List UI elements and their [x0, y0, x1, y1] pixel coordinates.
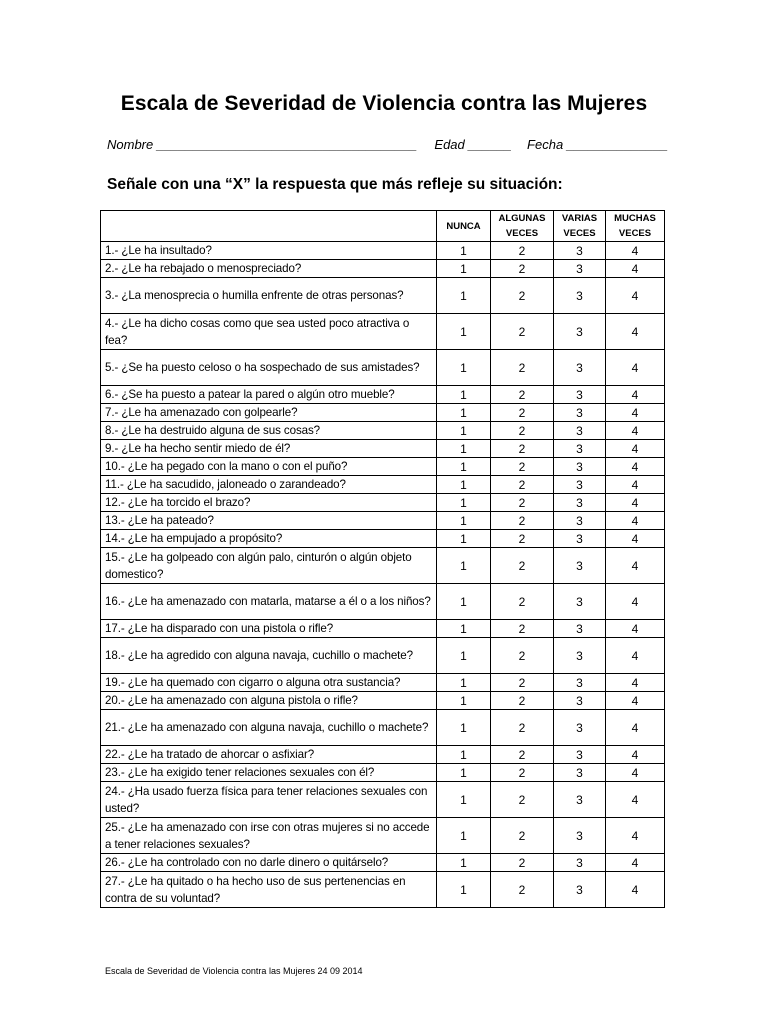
question-text: 27.- ¿Le ha quitado o ha hecho uso de sus pertenencias en contra de su voluntad?: [101, 872, 437, 908]
table-row: [101, 674, 665, 692]
column-header-varias-veces: VARIAS VECES: [554, 211, 606, 242]
fecha-label: Fecha: [527, 137, 564, 152]
question-text: 11.- ¿Le ha sacudido, jaloneado o zarandeado?: [101, 476, 437, 494]
table-row: [101, 638, 665, 674]
answer-cell-option-1[interactable]: 1: [437, 278, 491, 314]
question-text: 10.- ¿Le ha pegado con la mano o con el puño?: [101, 458, 437, 476]
answer-cell-option-4[interactable]: 4: [606, 242, 665, 260]
answer-cell-option-4[interactable]: 4: [606, 818, 665, 854]
answer-cell-option-3[interactable]: 3: [554, 350, 606, 386]
nombre-label: Nombre: [107, 137, 154, 152]
question-rows: [101, 242, 665, 908]
answer-cell-option-3[interactable]: 3: [554, 386, 606, 404]
answer-cell-option-1[interactable]: 1: [437, 440, 491, 458]
nombre-field[interactable]: ____________________________________: [156, 137, 418, 152]
table-row: [101, 422, 665, 440]
answer-cell-option-3[interactable]: 3: [554, 710, 606, 746]
answer-cell-option-1[interactable]: 1: [437, 872, 491, 908]
answer-cell-option-2[interactable]: 2: [491, 710, 554, 746]
question-text: 1.- ¿Le ha insultado?: [101, 242, 437, 260]
answer-cell-option-1[interactable]: 1: [437, 746, 491, 764]
table-row: [101, 404, 665, 422]
question-text: 19.- ¿Le ha quemado con cigarro o alguna otra sustancia?: [101, 674, 437, 692]
answer-cell-option-4[interactable]: 4: [606, 638, 665, 674]
page-footer: Escala de Severidad de Violencia contra las Mujeres 24 09 2014: [105, 966, 363, 976]
answer-cell-option-4[interactable]: 4: [606, 872, 665, 908]
answer-cell-option-4[interactable]: 4: [606, 260, 665, 278]
question-text: 12.- ¿Le ha torcido el brazo?: [101, 494, 437, 512]
question-text: 3.- ¿La menosprecia o humilla enfrente de otras personas?: [101, 278, 437, 314]
document-title: Escala de Severidad de Violencia contra las Mujeres: [120, 92, 648, 115]
answer-cell-option-2[interactable]: 2: [491, 764, 554, 782]
answer-cell-option-2[interactable]: 2: [491, 440, 554, 458]
answer-cell-option-3[interactable]: 3: [554, 782, 606, 818]
answer-cell-option-1[interactable]: 1: [437, 386, 491, 404]
question-text: 5.- ¿Se ha puesto celoso o ha sospechado de sus amistades?: [101, 350, 437, 386]
answer-cell-option-1[interactable]: 1: [437, 764, 491, 782]
edad-label: Edad: [434, 137, 465, 152]
answer-cell-option-4[interactable]: 4: [606, 548, 665, 584]
question-text: 25.- ¿Le ha amenazado con irse con otras mujeres si no accede a tener relaciones sexuales?: [101, 818, 437, 854]
table-row: [101, 782, 665, 818]
answer-cell-option-4[interactable]: 4: [606, 710, 665, 746]
answer-cell-option-4[interactable]: 4: [606, 350, 665, 386]
table-row: [101, 350, 665, 386]
question-text: 24.- ¿Ha usado fuerza física para tener relaciones sexuales con usted?: [101, 782, 437, 818]
answer-cell-option-1[interactable]: 1: [437, 638, 491, 674]
severity-scale-table: [100, 210, 665, 908]
question-column-header: [101, 211, 437, 242]
answer-cell-option-4[interactable]: 4: [606, 620, 665, 638]
table-row: [101, 512, 665, 530]
answer-cell-option-2[interactable]: 2: [491, 260, 554, 278]
answer-cell-option-4[interactable]: 4: [606, 314, 665, 350]
answer-cell-option-4[interactable]: 4: [606, 854, 665, 872]
answer-cell-option-1[interactable]: 1: [437, 494, 491, 512]
answer-cell-option-2[interactable]: 2: [491, 692, 554, 710]
instruction-text: Señale con una “X” la respuesta que más refleje su situación:: [107, 176, 563, 193]
table-row: [101, 476, 665, 494]
table-row: [101, 440, 665, 458]
answer-cell-option-1[interactable]: 1: [437, 350, 491, 386]
answer-cell-option-4[interactable]: 4: [606, 278, 665, 314]
table-row: [101, 746, 665, 764]
table-header-row: [101, 211, 665, 242]
answer-cell-option-2[interactable]: 2: [491, 584, 554, 620]
table-row: [101, 620, 665, 638]
answer-cell-option-3[interactable]: 3: [554, 872, 606, 908]
answer-cell-option-4[interactable]: 4: [606, 692, 665, 710]
answer-cell-option-2[interactable]: 2: [491, 746, 554, 764]
table-row: [101, 278, 665, 314]
answer-cell-option-3[interactable]: 3: [554, 530, 606, 548]
answer-cell-option-1[interactable]: 1: [437, 854, 491, 872]
answer-cell-option-2[interactable]: 2: [491, 530, 554, 548]
question-text: 21.- ¿Le ha amenazado con alguna navaja, cuchillo o machete?: [101, 710, 437, 746]
answer-cell-option-2[interactable]: 2: [491, 818, 554, 854]
answer-cell-option-3[interactable]: 3: [554, 242, 606, 260]
column-header-algunas-veces: ALGUNAS VECES: [491, 211, 554, 242]
answer-cell-option-1[interactable]: 1: [437, 404, 491, 422]
table-row: [101, 710, 665, 746]
answer-cell-option-3[interactable]: 3: [554, 422, 606, 440]
answer-cell-option-1[interactable]: 1: [437, 674, 491, 692]
question-text: 8.- ¿Le ha destruido alguna de sus cosas?: [101, 422, 437, 440]
question-text: 15.- ¿Le ha golpeado con algún palo, cinturón o algún objeto domestico?: [101, 548, 437, 584]
answer-cell-option-3[interactable]: 3: [554, 512, 606, 530]
answer-cell-option-4[interactable]: 4: [606, 386, 665, 404]
answer-cell-option-1[interactable]: 1: [437, 548, 491, 584]
table-row: [101, 584, 665, 620]
answer-cell-option-2[interactable]: 2: [491, 548, 554, 584]
table-row: [101, 818, 665, 854]
answer-cell-option-1[interactable]: 1: [437, 458, 491, 476]
answer-cell-option-3[interactable]: 3: [554, 404, 606, 422]
answer-cell-option-1[interactable]: 1: [437, 476, 491, 494]
answer-cell-option-3[interactable]: 3: [554, 674, 606, 692]
table-row: [101, 872, 665, 908]
table-row: [101, 458, 665, 476]
table-row: [101, 548, 665, 584]
answer-cell-option-1[interactable]: 1: [437, 512, 491, 530]
question-text: 9.- ¿Le ha hecho sentir miedo de él?: [101, 440, 437, 458]
fecha-field[interactable]: ______________: [566, 137, 669, 152]
answer-cell-option-4[interactable]: 4: [606, 494, 665, 512]
answer-cell-option-1[interactable]: 1: [437, 782, 491, 818]
column-header-muchas-veces: MUCHAS VECES: [606, 211, 665, 242]
answer-cell-option-3[interactable]: 3: [554, 584, 606, 620]
answer-cell-option-2[interactable]: 2: [491, 314, 554, 350]
answer-cell-option-2[interactable]: 2: [491, 386, 554, 404]
answer-cell-option-1[interactable]: 1: [437, 314, 491, 350]
answer-cell-option-3[interactable]: 3: [554, 854, 606, 872]
edad-field[interactable]: ______: [468, 137, 512, 152]
question-text: 26.- ¿Le ha controlado con no darle dinero o quitárselo?: [101, 854, 437, 872]
answer-cell-option-2[interactable]: 2: [491, 674, 554, 692]
question-text: 6.- ¿Se ha puesto a patear la pared o algún otro mueble?: [101, 386, 437, 404]
answer-cell-option-4[interactable]: 4: [606, 530, 665, 548]
answer-cell-option-3[interactable]: 3: [554, 458, 606, 476]
answer-cell-option-3[interactable]: 3: [554, 692, 606, 710]
answer-cell-option-1[interactable]: 1: [437, 692, 491, 710]
answer-cell-option-1[interactable]: 1: [437, 260, 491, 278]
table-row: [101, 260, 665, 278]
question-text: 13.- ¿Le ha pateado?: [101, 512, 437, 530]
answer-cell-option-3[interactable]: 3: [554, 620, 606, 638]
answer-cell-option-3[interactable]: 3: [554, 746, 606, 764]
answer-cell-option-2[interactable]: 2: [491, 278, 554, 314]
answer-cell-option-4[interactable]: 4: [606, 440, 665, 458]
answer-cell-option-4[interactable]: 4: [606, 422, 665, 440]
answer-cell-option-2[interactable]: 2: [491, 242, 554, 260]
answer-cell-option-3[interactable]: 3: [554, 314, 606, 350]
answer-cell-option-1[interactable]: 1: [437, 530, 491, 548]
question-text: 18.- ¿Le ha agredido con alguna navaja, cuchillo o machete?: [101, 638, 437, 674]
answer-cell-option-4[interactable]: 4: [606, 512, 665, 530]
table-row: [101, 530, 665, 548]
answer-cell-option-1[interactable]: 1: [437, 710, 491, 746]
answer-cell-option-2[interactable]: 2: [491, 782, 554, 818]
answer-cell-option-2[interactable]: 2: [491, 494, 554, 512]
question-text: 7.- ¿Le ha amenazado con golpearle?: [101, 404, 437, 422]
answer-cell-option-2[interactable]: 2: [491, 872, 554, 908]
question-text: 22.- ¿Le ha tratado de ahorcar o asfixiar?: [101, 746, 437, 764]
answer-cell-option-2[interactable]: 2: [491, 638, 554, 674]
table-row: [101, 242, 665, 260]
answer-cell-option-2[interactable]: 2: [491, 404, 554, 422]
answer-cell-option-2[interactable]: 2: [491, 620, 554, 638]
answer-cell-option-3[interactable]: 3: [554, 764, 606, 782]
answer-cell-option-3[interactable]: 3: [554, 818, 606, 854]
answer-cell-option-3[interactable]: 3: [554, 494, 606, 512]
answer-cell-option-3[interactable]: 3: [554, 278, 606, 314]
answer-cell-option-3[interactable]: 3: [554, 440, 606, 458]
answer-cell-option-3[interactable]: 3: [554, 638, 606, 674]
answer-cell-option-4[interactable]: 4: [606, 782, 665, 818]
question-text: 2.- ¿Le ha rebajado o menospreciado?: [101, 260, 437, 278]
answer-cell-option-3[interactable]: 3: [554, 548, 606, 584]
answer-cell-option-4[interactable]: 4: [606, 674, 665, 692]
answer-cell-option-3[interactable]: 3: [554, 476, 606, 494]
answer-cell-option-2[interactable]: 2: [491, 458, 554, 476]
column-header-nunca: NUNCA: [437, 211, 491, 242]
answer-cell-option-2[interactable]: 2: [491, 854, 554, 872]
table-row: [101, 386, 665, 404]
question-text: 23.- ¿Le ha exigido tener relaciones sexuales con él?: [101, 764, 437, 782]
respondent-info-line: [107, 137, 668, 152]
answer-cell-option-4[interactable]: 4: [606, 404, 665, 422]
answer-cell-option-2[interactable]: 2: [491, 512, 554, 530]
answer-cell-option-1[interactable]: 1: [437, 422, 491, 440]
answer-cell-option-4[interactable]: 4: [606, 764, 665, 782]
question-text: 4.- ¿Le ha dicho cosas como que sea usted poco atractiva o fea?: [101, 314, 437, 350]
answer-cell-option-4[interactable]: 4: [606, 584, 665, 620]
answer-cell-option-4[interactable]: 4: [606, 476, 665, 494]
table-row: [101, 494, 665, 512]
answer-cell-option-2[interactable]: 2: [491, 476, 554, 494]
table-row: [101, 314, 665, 350]
question-text: 16.- ¿Le ha amenazado con matarla, matarse a él o a los niños?: [101, 584, 437, 620]
answer-cell-option-3[interactable]: 3: [554, 260, 606, 278]
answer-cell-option-1[interactable]: 1: [437, 584, 491, 620]
question-text: 17.- ¿Le ha disparado con una pistola o rifle?: [101, 620, 437, 638]
answer-cell-option-1[interactable]: 1: [437, 620, 491, 638]
answer-cell-option-4[interactable]: 4: [606, 746, 665, 764]
answer-cell-option-1[interactable]: 1: [437, 242, 491, 260]
table-row: [101, 764, 665, 782]
table-row: [101, 854, 665, 872]
question-text: 14.- ¿Le ha empujado a propósito?: [101, 530, 437, 548]
table-row: [101, 692, 665, 710]
answer-cell-option-4[interactable]: 4: [606, 458, 665, 476]
answer-cell-option-2[interactable]: 2: [491, 350, 554, 386]
answer-cell-option-2[interactable]: 2: [491, 422, 554, 440]
question-text: 20.- ¿Le ha amenazado con alguna pistola o rifle?: [101, 692, 437, 710]
answer-cell-option-1[interactable]: 1: [437, 818, 491, 854]
